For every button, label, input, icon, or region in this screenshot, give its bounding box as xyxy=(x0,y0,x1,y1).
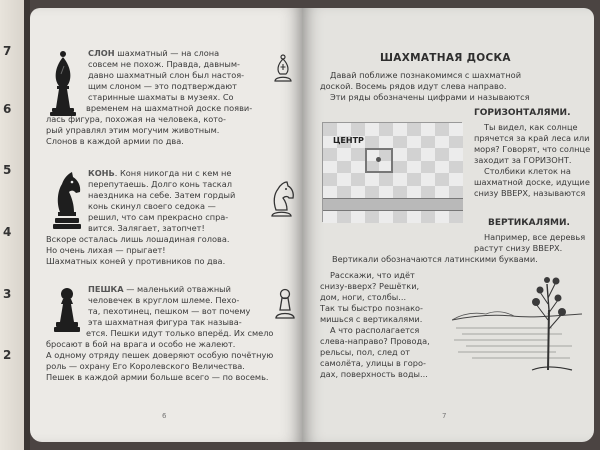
intro-text xyxy=(320,70,530,103)
center-label: ЦЕНТР xyxy=(333,136,364,145)
board-cell xyxy=(337,173,351,186)
pawn-text-cont xyxy=(46,328,273,383)
text-line: Пешек в каждой армии больше всего — по восемь. xyxy=(46,372,269,382)
board-cell xyxy=(421,211,435,224)
page-number: 7 xyxy=(442,412,447,420)
text-line: решил, что сам прекрасно спра- xyxy=(88,212,229,222)
board-cell xyxy=(435,161,449,174)
text-line: старинные шахматы в музеях. Со xyxy=(88,92,234,102)
text-line: Слонов в каждой армии по два. xyxy=(46,136,184,146)
chessboard-diagram xyxy=(322,122,462,222)
text-line: снизу-вверх? Решётки, xyxy=(320,281,420,291)
board-cell xyxy=(379,136,393,149)
board-cell xyxy=(421,136,435,149)
text-line: Но очень лихая — прыгает! xyxy=(46,245,166,255)
knight-term: КОНЬ xyxy=(88,168,115,178)
board-cell xyxy=(421,123,435,136)
text-line: рельсы, пол, след от xyxy=(320,347,411,357)
text-line: Например, все деревья xyxy=(484,232,586,242)
board-cell xyxy=(435,148,449,161)
board-cell xyxy=(323,173,337,186)
margin-digit: 3 xyxy=(3,287,12,301)
board-cell xyxy=(379,173,393,186)
board-cell xyxy=(337,123,351,136)
page-number: 6 xyxy=(162,412,167,420)
bishop-text-cont xyxy=(46,103,252,147)
text-line: эта шахматная фигура так называ- xyxy=(88,317,242,327)
text-line: щим слоном — это подтверждают xyxy=(88,81,237,91)
bishop-term: СЛОН xyxy=(88,48,115,58)
text-line: Так ты быстро познако- xyxy=(320,303,423,313)
pawn-term: ПЕШКА xyxy=(88,284,124,294)
left-page xyxy=(30,8,302,442)
knight-text-cont xyxy=(46,234,230,267)
board-cell xyxy=(435,136,449,149)
text-line: снизу ВВЕРХ, называются xyxy=(474,188,586,198)
board-cell xyxy=(337,161,351,174)
board-cell xyxy=(323,186,337,199)
board-cell xyxy=(421,173,435,186)
text-line: временем на шахматной доске появи- xyxy=(86,103,253,113)
pawn-outline-icon xyxy=(274,288,296,324)
board-cell xyxy=(407,123,421,136)
margin-digit: 2 xyxy=(3,348,12,362)
knight-outline-icon xyxy=(268,180,296,222)
board-cell xyxy=(351,148,365,161)
text-line: рый управлял этим могучим животным. xyxy=(46,125,220,135)
board-cell xyxy=(449,136,463,149)
verticals-text-cont xyxy=(332,254,538,265)
center-dot xyxy=(376,157,381,162)
board-cell xyxy=(421,186,435,199)
text-line: давно шахматный слон был настоя- xyxy=(88,70,245,80)
board-cell xyxy=(407,136,421,149)
board-cell xyxy=(407,148,421,161)
horizontals-heading: ГОРИЗОНТАЛЯМИ. xyxy=(474,108,571,118)
board-cell xyxy=(393,161,407,174)
board-cell xyxy=(365,173,379,186)
knight-text xyxy=(88,168,235,234)
board-cell xyxy=(449,186,463,199)
board-cell xyxy=(449,148,463,161)
text-line: . Коня никогда ни с кем не xyxy=(114,168,232,178)
board-cell xyxy=(379,186,393,199)
text-line: роль — охрану Его Королевского Величества. xyxy=(46,361,245,371)
board-cell xyxy=(337,186,351,199)
text-line: заходит за ГОРИЗОНТ. xyxy=(474,155,572,165)
text-line: та, пехотинец, пешком — вот почему xyxy=(88,306,251,316)
board-cell xyxy=(365,211,379,224)
board-cell xyxy=(393,211,407,224)
text-line: прячется за край леса или xyxy=(474,133,590,143)
board-cell xyxy=(449,161,463,174)
text-line: Вскоре осталась лишь лошадиная голова. xyxy=(46,234,230,244)
verticals-text xyxy=(474,232,585,254)
text-line: доской. Восемь рядов идут слева направо. xyxy=(320,81,507,91)
board-cell xyxy=(365,186,379,199)
board-cell xyxy=(337,148,351,161)
board-cell xyxy=(393,136,407,149)
board-cell xyxy=(365,136,379,149)
adjacent-page-strip xyxy=(0,0,24,450)
text-line: Вертикали обозначаются латинскими буквами. xyxy=(332,254,538,264)
board-cell xyxy=(351,173,365,186)
board-cell xyxy=(323,211,337,224)
margin-digit: 7 xyxy=(3,44,12,58)
board-cell xyxy=(421,148,435,161)
board-cell xyxy=(393,123,407,136)
text-line: мишься с вертикалями. xyxy=(320,314,423,324)
text-line: шахматной доске, идущие xyxy=(474,177,590,187)
board-cell xyxy=(407,173,421,186)
board-cell xyxy=(449,173,463,186)
board-cell xyxy=(435,211,449,224)
margin-digit: 4 xyxy=(3,225,12,239)
board-cell xyxy=(407,211,421,224)
text-line: конь скинул своего седока — xyxy=(88,201,216,211)
margin-digit: 6 xyxy=(3,102,12,116)
board-cell xyxy=(379,123,393,136)
knight-piece-icon xyxy=(50,168,84,238)
text-line: наездника на себе. Затем гордый xyxy=(88,190,236,200)
text-line: шахматный — на слона xyxy=(114,48,220,58)
bishop-text xyxy=(88,48,244,103)
board-cell xyxy=(337,211,351,224)
text-line: ется. Пешки идут только вперёд. Их смело xyxy=(86,328,274,338)
board-cell xyxy=(351,123,365,136)
text-line: слева-направо? Провода, xyxy=(320,336,430,346)
board-cell xyxy=(393,186,407,199)
bishop-outline-icon xyxy=(272,54,294,88)
verticals-heading: ВЕРТИКАЛЯМИ. xyxy=(488,218,570,228)
lake-landscape-illustration xyxy=(452,270,582,384)
text-line: Расскажи, что идёт xyxy=(330,270,415,280)
question-text xyxy=(320,270,430,380)
board-cell xyxy=(323,161,337,174)
horizontals-text xyxy=(474,122,590,199)
board-cell xyxy=(323,148,337,161)
board-cell xyxy=(379,211,393,224)
text-line: Столбики клеток на xyxy=(484,166,571,176)
text-line: дах, поверхность воды... xyxy=(320,369,428,379)
pawn-text xyxy=(88,284,250,328)
text-line: А одному отряду пешек доверяют особую почётную xyxy=(46,350,274,360)
text-line: Эти ряды обозначены цифрами и называются xyxy=(330,92,530,102)
board-cell xyxy=(449,211,463,224)
text-line: бросают в бой на врага и особо не жалеют. xyxy=(46,339,236,349)
section-title: ШАХМАТНАЯ ДОСКА xyxy=(380,52,511,64)
text-line: Ты видел, как солнце xyxy=(484,122,578,132)
board-cell xyxy=(323,123,337,136)
board-cell xyxy=(393,148,407,161)
board-cell xyxy=(435,186,449,199)
text-line: вится. Залягает, затопчет! xyxy=(88,223,205,233)
horizontal-row-highlight xyxy=(323,198,463,211)
text-line: человечек в круглом шлеме. Пехо- xyxy=(88,295,240,305)
board-cell xyxy=(365,123,379,136)
board-cell xyxy=(351,161,365,174)
text-line: совсем не похож. Правда, давным- xyxy=(88,59,240,69)
text-line: растут снизу ВВЕРХ. xyxy=(474,243,563,253)
text-line: А что располагается xyxy=(330,325,420,335)
margin-digit: 5 xyxy=(3,163,12,177)
text-line: дом, ноги, столбы... xyxy=(320,292,407,302)
text-line: Давай поближе познакомимся с шахматной xyxy=(330,70,522,80)
text-line: моря? Говорят, что солнце xyxy=(474,144,591,154)
text-line: перепутаешь. Долго конь таскал xyxy=(88,179,232,189)
text-line: самолёта, улицы в горо- xyxy=(320,358,426,368)
board-cell xyxy=(435,173,449,186)
board-cell xyxy=(435,123,449,136)
text-line: Шахматных коней у противников по два. xyxy=(46,256,226,266)
text-line: — маленький отважный xyxy=(123,284,231,294)
right-page xyxy=(302,8,594,442)
board-cell xyxy=(407,186,421,199)
text-line: лась фигура, похожая на человека, кото- xyxy=(46,114,227,124)
board-cell xyxy=(393,173,407,186)
board-cell xyxy=(351,211,365,224)
board-cell xyxy=(421,161,435,174)
board-cell xyxy=(449,123,463,136)
board-cell xyxy=(407,161,421,174)
board-cell xyxy=(351,186,365,199)
